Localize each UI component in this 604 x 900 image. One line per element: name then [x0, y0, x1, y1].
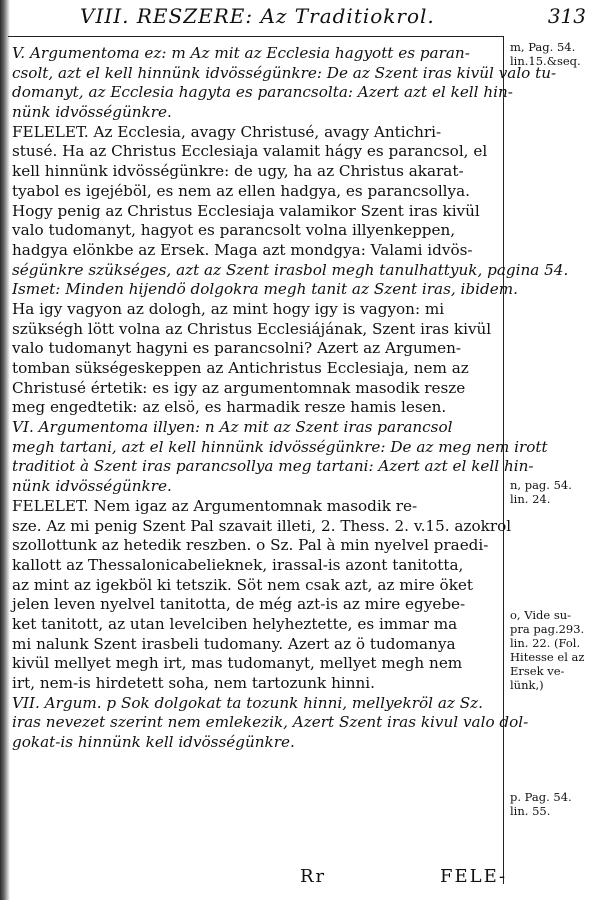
text-line: irt, nem-is hirdetett soha, nem tartozunk hinni. [12, 674, 375, 692]
text-line: kivül mellyet megh irt, mas tudomanyt, mellyet megh nem [12, 654, 463, 673]
text-line: kell hinnünk idvösségünkre: de ugy, ha az Christus akarat- [12, 162, 464, 181]
text-line: traditiot à Szent iras parancsollya meg tartani: Azert azt el kell hin- [12, 457, 534, 476]
text-line: V. Argumentoma ez: m Az mit az Ecclesia hagyott es paran- [12, 44, 470, 62]
text-line: Ismet: Minden hijendö dolgokra megh tanit az Szent iras, ibidem. [12, 280, 518, 299]
text-line: gokat-is hinnünk kell idvösségünkre. [12, 733, 295, 752]
text-line: Hogy penig az Christus Ecclesiaja valamikor Szent iras kivül [12, 201, 480, 220]
text-line: nünk idvösségünkre. [12, 103, 172, 122]
text-line: valo tudomanyt hagyni es parancsolni? Azert az Argumen- [12, 339, 462, 358]
running-header [80, 4, 600, 30]
text-line: ségünkre szükséges, azt az Szent irasbol megh tanulhattyuk, pagina 54. [12, 260, 569, 279]
text-line: meg engedtetik: az elsö, es harmadik resze hamis lesen. [12, 398, 447, 417]
signature-mark: Rr [300, 866, 327, 887]
text-line: valo tudomanyt, hagyot es parancsolt volna illyenkeppen, [12, 221, 456, 240]
text-line: csolt, azt el kell hinnünk idvösségünkre: De az Szent iras kivül valo tu- [12, 63, 557, 82]
text-line: szükségh lött volna az Christus Ecclesiájának, Szent iras kivül [12, 319, 492, 338]
catchword: FELE- [440, 866, 508, 887]
text-line: hadgya elönkbe az Ersek. Maga azt mondgya: Valami idvös- [12, 240, 473, 259]
text-line: szollottunk az hetedik reszben. o Sz. Pal à min nyelvel praedi- [12, 536, 489, 555]
text-line: domanyt, az Ecclesia hagyta es parancsolta: Azert azt el kell hin- [12, 83, 513, 102]
text-line: VI. Argumentoma illyen: n Az mit az Szent iras parancsol [12, 418, 453, 437]
text-line: FELELET. Az Ecclesia, avagy Christusé, avagy Antichri- [12, 122, 442, 141]
text-line: tomban sükségeskeppen az Antichristus Ecclesiaja, nem az [12, 359, 469, 377]
page-footer [0, 866, 604, 892]
text-line: FELELET. Nem igaz az Argumentomnak masodik re- [12, 496, 418, 515]
text-line: Christusé értetik: es igy az argumentomnak masodik resze [12, 378, 466, 397]
text-line: kallott az Thessalonicabelieknek, irassal-is azont tanitotta, [12, 555, 464, 574]
text-line: megh tartani, azt el kell hinnünk idvösségünkre: De az meg nem irott [12, 437, 548, 456]
text-line: tyabol es igejéböl, es nem az ellen hadgya, es parancsollya. [12, 181, 471, 200]
running-title: VIII. RESZERE: Az Traditiokrol. [80, 4, 435, 28]
text-line: stusé. Ha az Christus Ecclesiaja valamit hágy es parancsol, el [12, 142, 488, 161]
page-number: 313 [547, 4, 586, 28]
text-line: jelen leven nyelvel tanitotta, de még azt-is az mire egyebe- [12, 595, 466, 614]
text-line: sze. Az mi penig Szent Pal szavait illeti, 2. Thess. 2. v.15. azokrol [12, 516, 512, 535]
margin-note: p. Pag. 54. lin. 55. [510, 790, 572, 818]
text-line: ket tanitott, az utan levelciben helyheztette, es immar ma [12, 614, 458, 633]
margin-note: n, pag. 54. lin. 24. [510, 478, 572, 506]
text-line: az mint az igekböl ki tetszik. Söt nem csak azt, az mire öket [12, 575, 473, 594]
text-line: Ha igy vagyon az dologh, az mint hogy igy is vagyon: mi [12, 299, 445, 318]
text-line: iras nevezet szerint nem emlekezik, Azert Szent iras kivul valo dol- [12, 713, 529, 732]
text-line: VII. Argum. p Sok dolgokat ta tozunk hinni, mellyekröl az Sz. [12, 693, 483, 712]
margin-note: o, Vide su- pra pag.293. lin. 22. (Fol. Hitesse el az Ersek ve- lünk,) [510, 608, 585, 692]
text-line: nünk idvösségünkre. [12, 477, 172, 496]
margin-note: m, Pag. 54. lin.15.&seq. [510, 40, 581, 68]
text-line: mi nalunk Szent irasbeli tudomany. Azert az ö tudomanya [12, 634, 456, 653]
